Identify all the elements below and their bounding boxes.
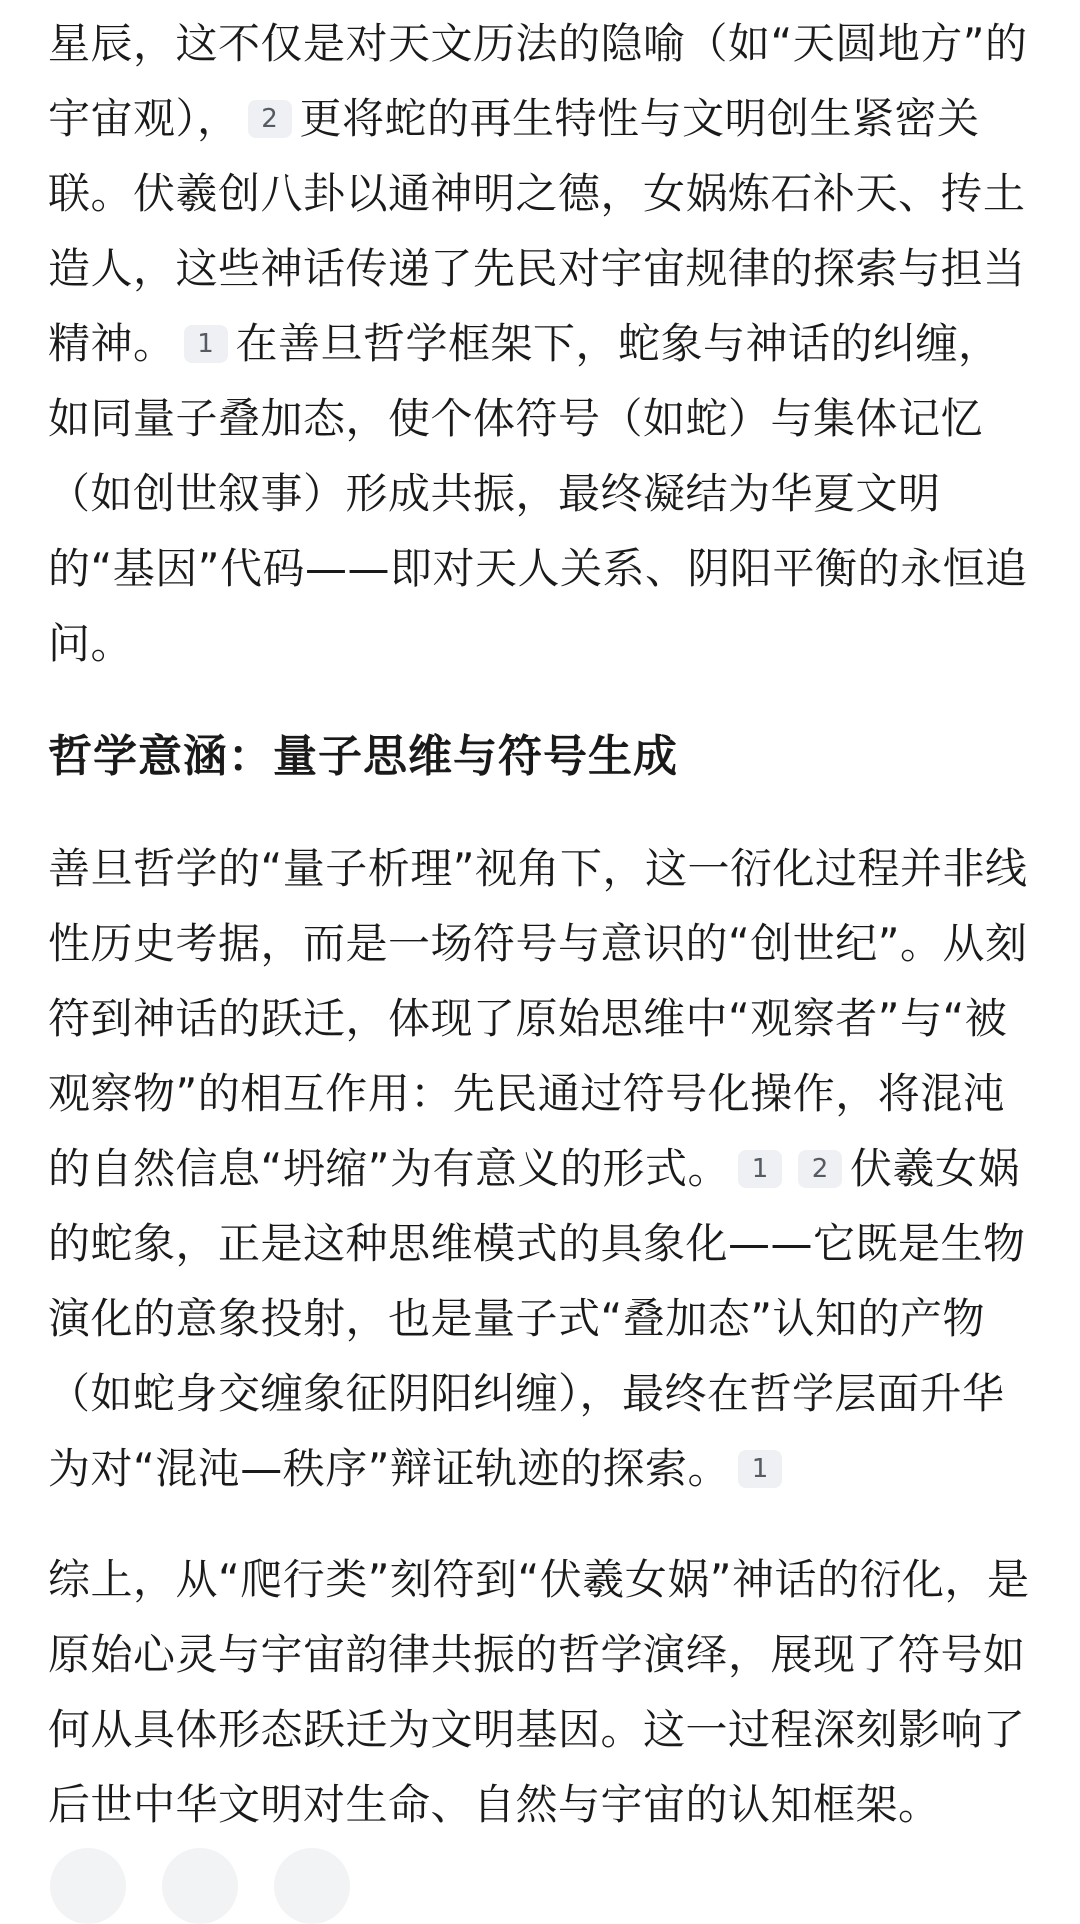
citation-badge[interactable]: 2 [248,100,292,138]
paragraph-3: 综上，从“爬行类”刻符到“伏羲女娲”神话的衍化，是原始心灵与宇宙韵律共振的哲学演绎，展现了符号如何从具体形态跃迁为文明基因。这一过程深刻影响了后世中华文明对生命、自然与宇宙的认知框架。 [48,1555,1030,1829]
citation-badge[interactable]: 1 [738,1450,782,1488]
bottom-action-bar [50,1848,350,1924]
citation-badge[interactable]: 2 [798,1150,842,1188]
action-button[interactable] [50,1848,126,1924]
section-heading: 哲学意涵：量子思维与符号生成 [48,731,678,782]
action-button[interactable] [162,1848,238,1924]
paragraph-1-text-1: 星辰，这不仅是对天文历法的隐喻（如“天圆地方”的宇宙观）， [48,19,1028,143]
citation-badge[interactable]: 1 [184,325,228,363]
paragraph-2 [48,831,1032,1506]
article-content [48,0,1032,1842]
paragraph-1-text-2: 更将蛇的再生特性与文明创生紧密关联。伏羲创八卦以通神明之德，女娲炼石补天、抟土造人，这些神话传递了先民对宇宙规律的探索与担当精神。 [48,94,1026,368]
paragraph-2-text-2: 伏羲女娲的蛇象，正是这种思维模式的具象化——它既是生物演化的意象投射，也是量子式“叠加态”认知的产物（如蛇身交缠象征阴阳纠缠），最终在哲学层面升华为对“混沌—秩序”辩证轨迹的探索。 [48,1144,1026,1493]
paragraph-1-text-3: 在善旦哲学框架下，蛇象与神话的纠缠，如同量子叠加态，使个体符号（如蛇）与集体记忆（如创世叙事）形成共振，最终凝结为华夏文明的“基因”代码——即对天人关系、阴阳平衡的永恒追问。 [48,319,1028,668]
paragraph-2-text-1: 善旦哲学的“量子析理”视角下，这一衍化过程并非线性历史考据，而是一场符号与意识的“创世纪”。从刻符到神话的跃迁，体现了原始思维中“观察者”与“被观察物”的相互作用：先民通过符号化操作，将混沌的自然信息“坍缩”为有意义的形式。 [48,844,1028,1193]
action-button[interactable] [274,1848,350,1924]
paragraph-1 [48,6,1032,681]
citation-badge[interactable]: 1 [738,1150,782,1188]
